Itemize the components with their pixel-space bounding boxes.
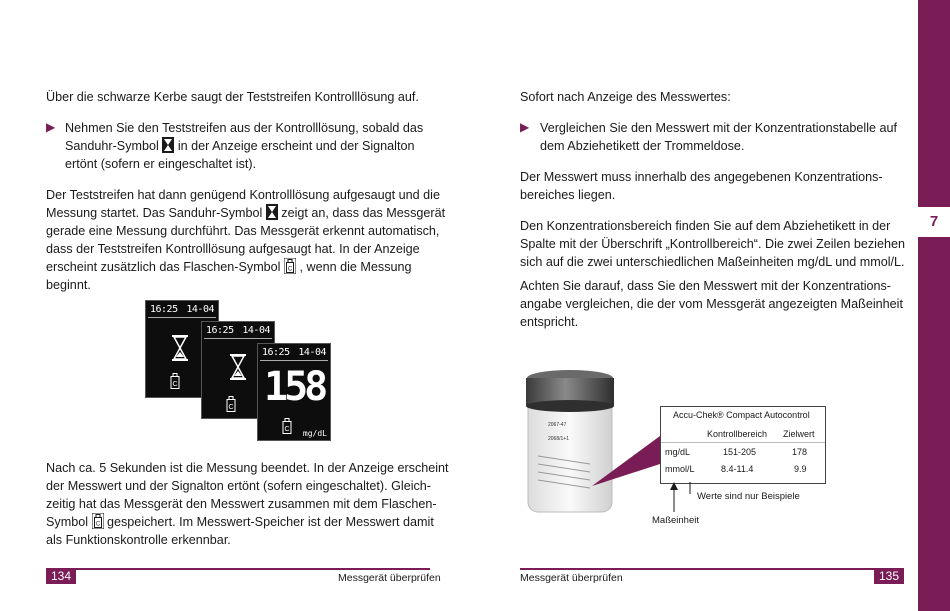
left-para-3-line4 [46,513,434,531]
label-table-unit: mg/dL [665,447,691,457]
footer-rule [46,568,430,570]
display-separator [260,360,328,361]
display-date: 14-04 [186,304,214,315]
text-fragment: Sanduhr-Symbol [65,139,159,153]
label-table-divider [661,442,825,443]
text-fragment: zeigt an, dass das Messgerät [281,206,446,220]
left-para-3-line5: als Funktionskontrolle erkennbar. [46,533,231,547]
callout-unit-label: Maßeinheit [652,515,699,526]
svg-text:C: C [95,521,100,528]
bottle-icon [92,513,104,529]
text-fragment: in der Anzeige erscheint und der Signalton [177,139,415,153]
left-para-3-line1: Nach ca. 5 Sekunden ist die Messung beendet. In der Anzeige erscheint [46,461,449,475]
svg-text:C: C [287,266,293,273]
label-table-header-range: Kontrollbereich [707,429,768,439]
label-table-title: Accu-Chek® Compact Autocontrol [673,410,810,420]
right-para-4-line3: entspricht. [520,315,579,329]
chapter-tab-strip [918,0,950,611]
left-bullet-1-line1: Nehmen Sie den Teststreifen aus der Kontrolllösung, sobald das [65,121,424,135]
footer-title: Messgerät überprüfen [520,572,623,584]
svg-text:2068/1+1: 2068/1+1 [548,436,569,442]
right-para-3-line3: sich auf die zwei unterschiedlichen Maßeinheiten mg/dL und mmol/L. [520,255,905,269]
label-table-target: 9.9 [794,464,807,474]
hourglass-icon [266,204,278,220]
text-fragment: gespeichert. Im Messwert-Speicher ist der Messwert damit [107,515,434,529]
left-bullet-1-line2 [65,137,414,155]
left-para-2-line3: gerade eine Messung durchführt. Das Messgerät erkennt automatisch, [46,224,440,238]
right-para-2-line1: Der Messwert muss innerhalb des angegebenen Konzentrations- [520,170,883,184]
svg-text:2067-47: 2067-47 [548,422,567,428]
label-table [660,406,826,484]
hourglass-icon [170,335,190,361]
display-separator [148,317,216,318]
label-table-range: 151-205 [723,447,757,457]
left-para-3-line2: der Messwert und der Signalton ertönt (sofern eingeschaltet). Gleich- [46,479,432,493]
page-number: 135 [874,568,904,584]
right-para-4-line1: Achten Sie darauf, dass Sie den Messwert mit der Konzentrations- [520,279,891,293]
callout-pointer [590,436,662,492]
left-para-2-line2 [46,204,445,222]
right-para-3-line2: Spalte mit der Überschrift „Kontrollbereich“. Die zwei Zeilen beziehen [520,237,905,251]
chapter-tab-underline [918,237,950,241]
left-para-2-line5 [46,258,412,276]
display-time: 16:25 [206,325,234,336]
label-table-unit: mmol/L [665,464,695,474]
callout-values-note: Werte sind nur Beispiele [697,491,800,502]
left-bullet-1-line3: ertönt (sofern er eingeschaltet ist). [65,157,257,171]
bullet-arrow-icon: ▶ [520,120,530,134]
text-fragment: Symbol [46,515,88,529]
display-value: 158 [264,364,325,410]
svg-text:C: C [172,381,178,388]
hourglass-icon [162,137,174,153]
text-fragment: Messung startet. Das Sanduhr-Symbol [46,206,263,220]
left-para-2-line6: beginnt. [46,278,91,292]
label-table-range: 8.4-11.4 [721,464,754,474]
page-number: 134 [46,568,76,584]
bullet-arrow-icon: ▶ [46,120,56,134]
display-unit: mg/dL [302,429,327,438]
display-time: 16:25 [150,304,178,315]
label-table-target: 178 [792,447,808,457]
footer-rule [520,568,904,570]
display-separator [204,338,272,339]
right-para-3-line1: Den Konzentrationsbereich finden Sie auf dem Abziehetikett in der [520,219,891,233]
bottle-icon [170,373,180,389]
svg-text:C: C [228,404,234,411]
values-callout-line [685,482,695,498]
display-time: 16:25 [262,347,290,358]
right-para-1: Sofort nach Anzeige des Messwertes: [520,90,731,104]
chapter-tab-label: 7 [918,207,950,237]
svg-text:C: C [284,426,290,433]
left-para-1: Über die schwarze Kerbe saugt der Teststreifen Kontrolllösung auf. [46,90,419,104]
text-fragment: erscheint zusätzlich das Flaschen-Symbol [46,260,281,274]
left-para-2-line1: Der Teststreifen hat dann genügend Kontrolllösung aufgesaugt und die [46,188,440,202]
right-para-4-line2: angabe vergleichen, die der vom Messgerät angezeigten Maßeinheit [520,297,903,311]
bottle-icon [284,258,296,274]
footer-title: Messgerät überprüfen [338,572,441,584]
meter-display-3 [257,343,331,441]
left-para-3-line3: zeitig hat das Messgerät den Messwert zusammen mit dem Flaschen- [46,497,437,511]
display-date: 14-04 [298,347,326,358]
text-fragment: , wenn die Messung [299,260,412,274]
label-table-header-target: Zielwert [783,429,815,439]
bottle-icon [282,418,292,434]
hourglass-icon [228,354,248,380]
bottle-icon [226,396,236,412]
display-date: 14-04 [242,325,270,336]
right-bullet-1-line2: dem Abziehetikett der Trommeldose. [540,139,745,153]
right-para-2-line2: bereiches liegen. [520,188,616,202]
left-para-2-line4: dass der Teststreifen Kontrolllösung aufgesaugt hat. In der Anzeige [46,242,420,256]
right-bullet-1-line1: Vergleichen Sie den Messwert mit der Konzentrationstabelle auf [540,121,898,135]
